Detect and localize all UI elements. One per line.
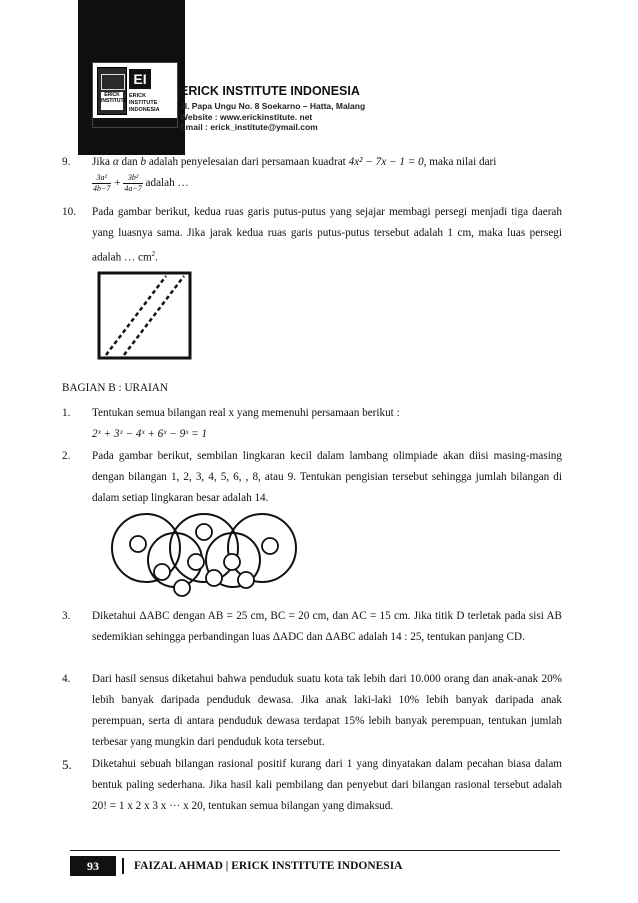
question-b1-text: Tentukan semua bilangan real x yang memenuhi persamaan berikut : 2ˣ + 3ˣ − 4ˣ + 6ˣ − 9ˣ = 1 (92, 407, 400, 440)
question-b5-text: Diketahui sebuah bilangan rasional positif kurang dari 1 yang dinyatakan dalam pecahan biasa dalam bentuk paling sederhana. Jika hasil kali pembilang dan penyebut dari bilangan rasional tersebut adalah 20! = 1 x 2 x 3 x ··· x 20, tentukan semua bilangan yang dimaksud. (92, 758, 562, 812)
question-b1-number: 1. (62, 407, 71, 419)
section-b-title: BAGIAN B : URAIAN (62, 382, 168, 394)
question-b2-number: 2. (62, 450, 71, 462)
logo-emblem (97, 67, 127, 115)
footer-text: FAIZAL AHMAD | ERICK INSTITUTE INDONESIA (134, 860, 403, 872)
dashed-line-1 (106, 276, 166, 355)
small-circle-6 (206, 570, 222, 586)
institute-header (180, 84, 365, 133)
question-b3-number: 3. (62, 610, 71, 622)
question-9-number: 9. (62, 156, 71, 168)
question-b1-equation: 2ˣ + 3ˣ − 4ˣ + 6ˣ − 9ˣ = 1 (92, 428, 208, 440)
institute-email: Email : erick_institute@ymail.com (180, 122, 318, 132)
small-circle-4 (188, 554, 204, 570)
question-b5-number: 5. (62, 757, 72, 772)
small-circle-8 (238, 572, 254, 588)
logo-monogram: EI (129, 69, 151, 89)
small-circle-5 (196, 524, 212, 540)
institute-name: ERICK INSTITUTE INDONESIA (180, 84, 360, 98)
question-b4-number: 4. (62, 673, 71, 685)
institute-logo (92, 62, 178, 128)
footer-separator (122, 858, 124, 874)
question-10-text: Pada gambar berikut, kedua ruas garis putus-putus yang sejajar membagi persegi menjadi tiga daerah yang luasnya sama. Jika jarak kedua ruas garis putus-putus tersebut adalah 1 cm, maka luas persegi adalah … $cm^2$. (92, 206, 562, 264)
small-circle-7 (224, 554, 240, 570)
footer-rule (70, 850, 560, 851)
page-number: 93 (70, 856, 116, 876)
question-b4-text: Dari hasil sensus diketahui bahwa penduduk suatu kota tak lebih dari 10.000 orang dan anak-anak 20% lebih banyak daripada penduduk dewasa. Jika anak laki-laki 10% lebih banyak daripada anak perempuan, serta di antara penduduk dewasa terdapat 15% lebih banyak perempuan, tentukan jumlah terbesar yang mungkin dari penduduk kota tersebut. (92, 673, 562, 748)
question-9-text: Jika α dan b adalah penyelesaian dari persamaan kuadrat 4x² − 7x − 1 = 0, maka nilai dari $\frac{\text{3a²}}{4b-7}$ + $\frac{\text{3b²}}{4a-7}$ adalah … (92, 156, 497, 193)
small-circle-2 (154, 564, 170, 580)
question-10-number: 10. (62, 206, 76, 218)
question-9-equation: 4x² − 7x − 1 = 0 (348, 156, 424, 168)
logo-caption: ERICK INSTITUTE (101, 92, 123, 110)
dashed-line-2 (124, 276, 184, 355)
question-b2-text: Pada gambar berikut, sembilan lingkaran kecil dalam lambang olimpiade akan diisi masing-masing dengan bilangan 1, 2, 3, 4, 5, 6, , 8, atau 9. Tentukan pengisian tersebut sehingga jumlah bilangan di dalam setiap lingkaran besar adalah 14. (92, 450, 562, 504)
question-b3-text: Diketahui ΔABC dengan AB = 25 cm, BC = 20 cm, dan AC = 15 cm. Jika titik D terletak pada sisi AB sedemikian sehingga perbandingan luas ΔADC dan ΔABC adalah 14 : 25, tentukan panjang CD. (92, 610, 562, 643)
square-figure (96, 270, 194, 362)
fraction-2: $\frac{\text{3b²}}{4a-7}$ (124, 173, 142, 193)
small-circle-1 (130, 536, 146, 552)
small-circle-3 (174, 580, 190, 596)
fraction-1: $\frac{\text{3a²}}{4b-7}$ (93, 173, 111, 193)
institute-address: Jl. Papa Ungu No. 8 Soekarno – Hatta, Malang (180, 101, 366, 111)
small-circle-9 (262, 538, 278, 554)
institute-website: Website : www.erickinstitute. net (180, 111, 313, 122)
olympic-circles-figure (110, 510, 310, 600)
logo-name: ERICK INSTITUTE INDONESIA (129, 93, 160, 113)
